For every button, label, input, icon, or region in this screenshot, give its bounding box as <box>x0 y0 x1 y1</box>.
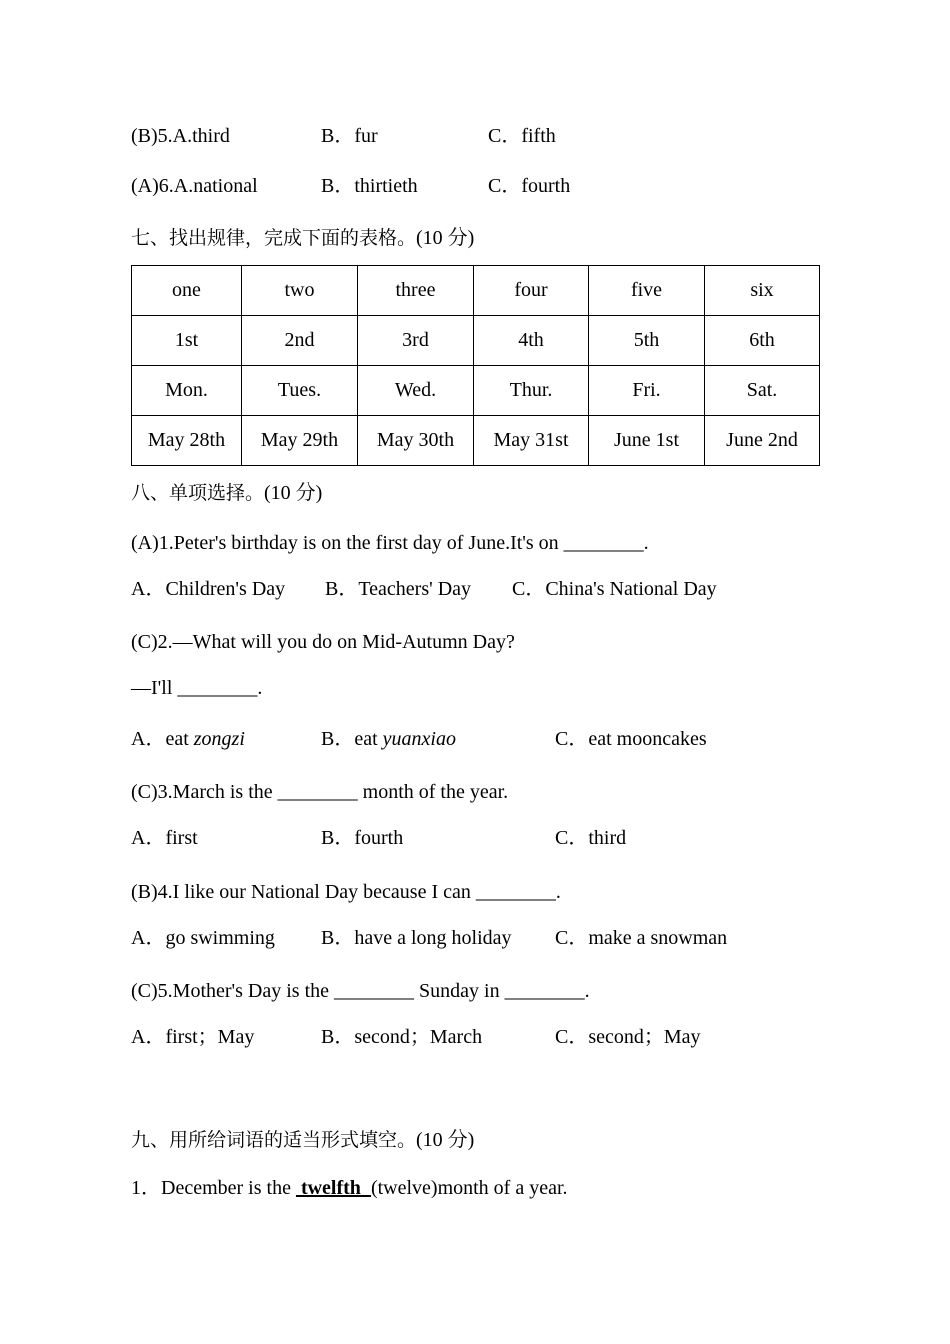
s8-q3-option-a: A．first <box>131 827 198 849</box>
table-cell: Sat. <box>705 366 820 416</box>
s8-q1-stem: (A)1.Peter's birthday is on the first day of June.It's on ________. <box>131 532 649 554</box>
section8-heading-score: (10 分) <box>264 482 323 504</box>
table-cell: Mon. <box>132 366 242 416</box>
table-cell: May 31st <box>474 416 589 466</box>
s8-q3-option-c: C．third <box>555 827 627 849</box>
s9-q1 <box>131 1176 568 1200</box>
section7-heading <box>131 226 474 250</box>
s8-q1-option-a: A．Children's Day <box>131 578 286 600</box>
pattern-table-body <box>132 266 820 466</box>
section7-heading-score: (10 分) <box>416 227 475 249</box>
table-cell: six <box>705 266 820 316</box>
s8-q4-option-a: A．go swimming <box>131 927 275 949</box>
table-cell: Fri. <box>589 366 705 416</box>
section9-heading-text: 九、用所给词语的适当形式填空。 <box>131 1129 417 1151</box>
s8-q2-option-b-prefix: B．eat <box>321 728 383 750</box>
s8-q2-option-b-word: yuanxiao <box>382 728 456 750</box>
table-cell: 5th <box>589 316 705 366</box>
section7-heading-text: 七、找出规律，完成下面的表格。 <box>131 227 417 249</box>
s8-q2-stem-reply: —I'll ________. <box>131 677 263 699</box>
table-row <box>132 266 820 316</box>
table-cell: Thur. <box>474 366 589 416</box>
table-cell: May 28th <box>132 416 242 466</box>
s8-q5-option-b: B．second；March <box>321 1026 483 1048</box>
table-row <box>132 366 820 416</box>
s9-q1-suffix: (twelve)month of a year. <box>370 1177 568 1199</box>
s8-q2-stem: (C)2.—What will you do on Mid-Autumn Day? <box>131 631 515 653</box>
s8-q1-option-b: B．Teachers' Day <box>325 578 472 600</box>
table-cell: 6th <box>705 316 820 366</box>
table-cell: May 29th <box>242 416 358 466</box>
table-cell: four <box>474 266 589 316</box>
s8-q2-option-a-prefix: A．eat <box>131 728 194 750</box>
s8-q1-option-c: C．China's National Day <box>512 578 717 600</box>
table-row <box>132 316 820 366</box>
s8-q5-stem: (C)5.Mother's Day is the ________ Sunday in ________. <box>131 980 590 1002</box>
table-cell: Tues. <box>242 366 358 416</box>
pattern-table <box>131 265 820 466</box>
table-cell: June 2nd <box>705 416 820 466</box>
s6-q6-stem: (A)6.A.national <box>131 175 258 197</box>
table-cell: 3rd <box>358 316 474 366</box>
table-cell: 4th <box>474 316 589 366</box>
s8-q3-option-b: B．fourth <box>321 827 404 849</box>
table-cell: one <box>132 266 242 316</box>
table-row <box>132 416 820 466</box>
s6-q5-option-c: C．fifth <box>488 125 556 147</box>
section9-heading <box>131 1128 474 1152</box>
s9-q1-prefix: 1．December is the <box>131 1177 296 1199</box>
table-cell: June 1st <box>589 416 705 466</box>
s8-q5-option-c: C．second；May <box>555 1026 701 1048</box>
table-cell: three <box>358 266 474 316</box>
table-cell: two <box>242 266 358 316</box>
s8-q4-stem: (B)4.I like our National Day because I can ________. <box>131 881 561 903</box>
s8-q2-option-a-word: zongzi <box>193 728 245 750</box>
section8-heading <box>131 481 322 505</box>
s8-q2-option-b <box>321 727 456 751</box>
s8-q2-option-c: C．eat mooncakes <box>555 728 707 750</box>
s8-q5-option-a: A．first；May <box>131 1026 255 1048</box>
s6-q5-stem: (B)5.A.third <box>131 125 230 147</box>
table-cell: May 30th <box>358 416 474 466</box>
section8-heading-text: 八、单项选择。 <box>131 482 265 504</box>
s6-q6-option-b: B．thirtieth <box>321 175 418 197</box>
s8-q4-option-c: C．make a snowman <box>555 927 728 949</box>
s8-q2-option-a <box>131 727 245 751</box>
s6-q6-option-c: C．fourth <box>488 175 571 197</box>
table-cell: 1st <box>132 316 242 366</box>
s8-q4-option-b: B．have a long holiday <box>321 927 512 949</box>
s8-q3-stem: (C)3.March is the ________ month of the year. <box>131 781 509 803</box>
s9-q1-answer: twelfth <box>295 1177 371 1199</box>
section9-heading-score: (10 分) <box>416 1129 475 1151</box>
table-cell: Wed. <box>358 366 474 416</box>
table-cell: five <box>589 266 705 316</box>
table-cell: 2nd <box>242 316 358 366</box>
s6-q5-option-b: B．fur <box>321 125 378 147</box>
